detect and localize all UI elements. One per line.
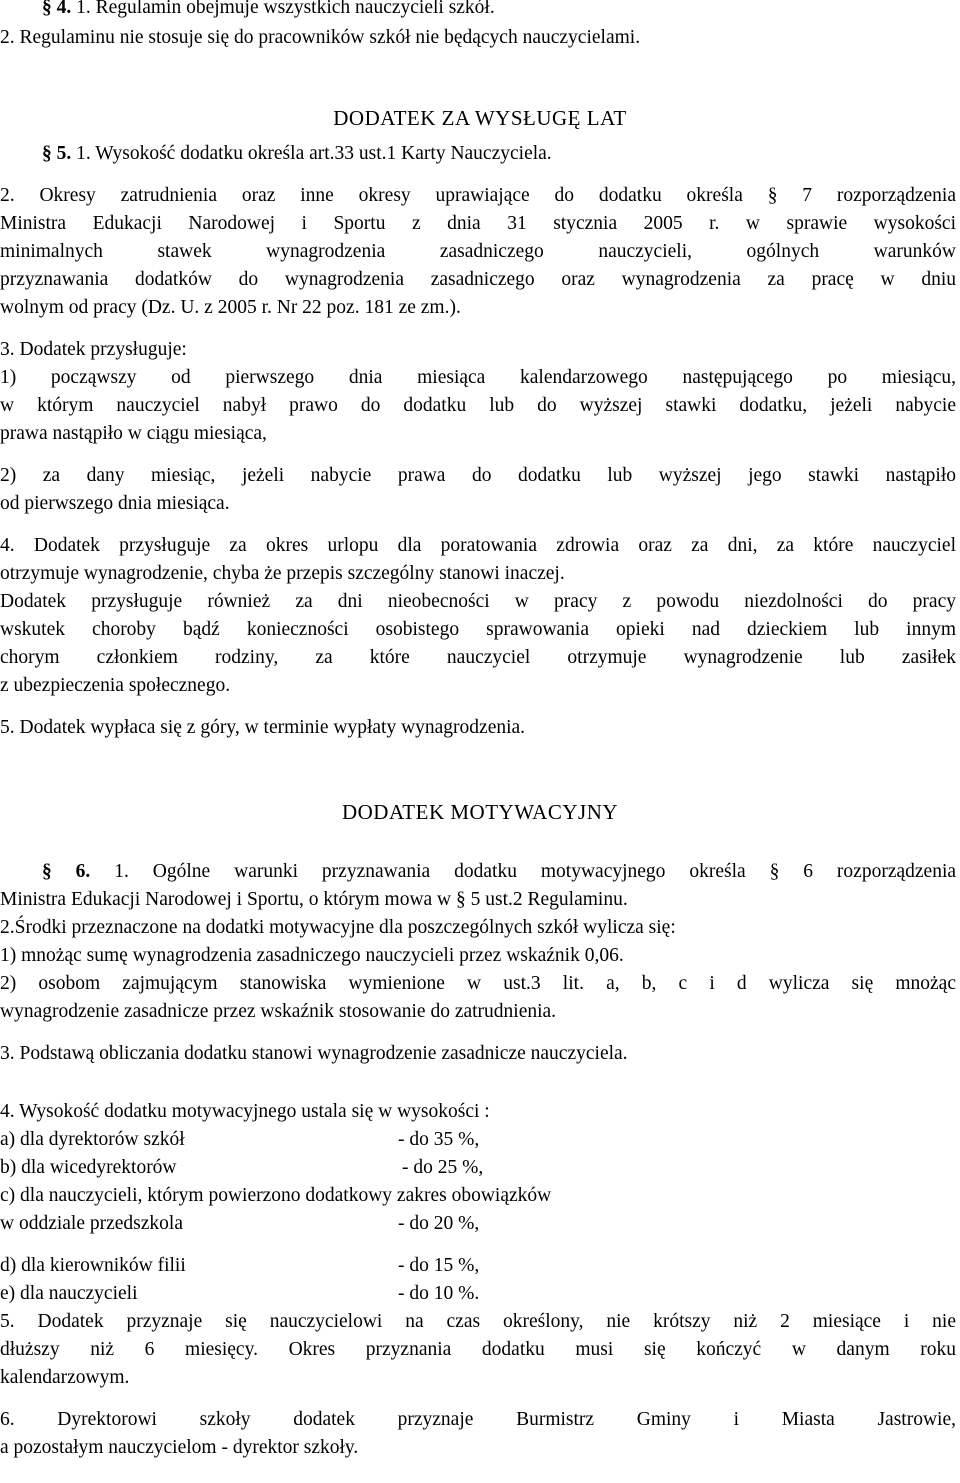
paragraph-line: 4. Wysokość dodatku motywacyjnego ustala się w wysokości : bbox=[0, 1101, 490, 1122]
paragraph-line: 4. Dodatek przysługuje za okres urlopu dla poratowania zdrowia oraz za dni, za które nauczyciel bbox=[0, 535, 956, 556]
paragraph-line: 5. Dodatek wypłaca się z góry, w terminie wypłaty wynagrodzenia. bbox=[0, 717, 526, 738]
paragraph-line: 5. Dodatek przyznaje się nauczycielowi na czas określony, nie krótszy niż 2 miesiące i nie bbox=[0, 1311, 956, 1332]
paragraph-line: 2.Środki przeznaczone na dodatki motywacyjne dla poszczególnych szkół wylicza się: bbox=[0, 917, 676, 938]
rate-label: a) dla dyrektorów szkół bbox=[0, 1129, 185, 1150]
paragraph-line: wolnym od pracy (Dz. U. z 2005 r. Nr 22 poz. 181 ze zm.). bbox=[0, 297, 461, 318]
paragraph-line: c) dla nauczycieli, którym powierzono dodatkowy zakres obowiązków bbox=[0, 1185, 552, 1206]
paragraph-line: 3. Dodatek przysługuje: bbox=[0, 339, 187, 360]
heading-seniority-bonus: DODATEK ZA WYSŁUGĘ LAT bbox=[333, 106, 627, 130]
paragraph-line: Dodatek przysługuje również za dni nieobecności w pracy z powodu niezdolności do pracy bbox=[0, 591, 956, 612]
section-text: 1. Regulamin obejmuje wszystkich nauczycieli szkół. bbox=[71, 0, 495, 18]
paragraph-line: wskutek choroby bądź konieczności osobistego sprawowania opieki nad dzieckiem lub innym bbox=[0, 619, 956, 640]
paragraph-line: dłuższy niż 6 miesięcy. Okres przyznania dodatku musi się kończyć w danym roku bbox=[0, 1339, 956, 1360]
rate-label: b) dla wicedyrektorów bbox=[0, 1157, 177, 1178]
rate-value: - do 15 %, bbox=[398, 1255, 480, 1276]
section-5-item-1 bbox=[42, 142, 960, 166]
section-4-item-2: 2. Regulaminu nie stosuje się do pracowników szkół nie będących nauczycielami. bbox=[0, 27, 641, 48]
paragraph-line: Ministra Edukacji Narodowej i Sportu, o którym mowa w § 5 ust.2 Regulaminu. bbox=[0, 889, 628, 910]
rate-row bbox=[0, 1128, 956, 1152]
rate-row bbox=[0, 1212, 956, 1236]
section-6-item-1 bbox=[42, 860, 956, 884]
rate-value: - do 20 %, bbox=[398, 1213, 480, 1234]
section-number: § 4. bbox=[42, 0, 72, 18]
paragraph-line: 2. Okresy zatrudnienia oraz inne okresy uprawiające do dodatku określa § 7 rozporządzenia bbox=[0, 185, 956, 206]
rate-value: - do 25 %, bbox=[402, 1157, 484, 1178]
rate-label: e) dla nauczycieli bbox=[0, 1283, 138, 1304]
paragraph-line: z ubezpieczenia społecznego. bbox=[0, 675, 231, 696]
section-text: 1. Ogólne warunki przyznawania dodatku motywacyjnego określa § 6 rozporządzenia bbox=[90, 861, 957, 882]
paragraph-line: otrzymuje wynagrodzenie, chyba że przepis szczególny stanowi inaczej. bbox=[0, 563, 565, 584]
paragraph-line: a pozostałym nauczycielom - dyrektor szkoły. bbox=[0, 1437, 359, 1458]
paragraph-line: Ministra Edukacji Narodowej i Sportu z dnia 31 stycznia 2005 r. w sprawie wysokości bbox=[0, 213, 956, 234]
heading-motivational-bonus: DODATEK MOTYWACYJNY bbox=[341, 800, 619, 824]
section-4-item-1 bbox=[42, 0, 960, 20]
paragraph-line: przyznawania dodatków do wynagrodzenia zasadniczego oraz wynagrodzenia za pracę w dniu bbox=[0, 269, 956, 290]
rate-label: d) dla kierowników filii bbox=[0, 1255, 186, 1276]
paragraph-line: 6. Dyrektorowi szkoły dodatek przyznaje Burmistrz Gminy i Miasta Jastrowie, bbox=[0, 1409, 956, 1430]
rate-row bbox=[0, 1254, 956, 1278]
paragraph-line: prawa nastąpiło w ciągu miesiąca, bbox=[0, 423, 267, 444]
paragraph-line: w którym nauczyciel nabył prawo do dodatku lub do wyższej stawki dodatku, jeżeli nabycie bbox=[0, 395, 956, 416]
rate-row bbox=[0, 1156, 956, 1180]
paragraph-line: 1) mnożąc sumę wynagrodzenia zasadniczego nauczycieli przez wskaźnik 0,06. bbox=[0, 945, 624, 966]
paragraph-line: 2) osobom zajmującym stanowiska wymienione w ust.3 lit. a, b, c i d wylicza się mnożąc bbox=[0, 973, 956, 994]
paragraph-line: od pierwszego dnia miesiąca. bbox=[0, 493, 230, 514]
paragraph-line: wynagrodzenie zasadnicze przez wskaźnik stosowanie do zatrudnienia. bbox=[0, 1001, 557, 1022]
rate-value: - do 10 %. bbox=[398, 1283, 480, 1304]
paragraph-line: minimalnych stawek wynagrodzenia zasadniczego nauczycieli, ogólnych warunków bbox=[0, 241, 956, 262]
section-number: § 5. bbox=[42, 143, 72, 164]
section-text: 1. Wysokość dodatku określa art.33 ust.1 Karty Nauczyciela. bbox=[71, 143, 552, 164]
rate-row bbox=[0, 1282, 956, 1306]
rate-label: w oddziale przedszkola bbox=[0, 1213, 184, 1234]
rate-value: - do 35 %, bbox=[398, 1129, 480, 1150]
paragraph-line: kalendarzowym. bbox=[0, 1367, 130, 1388]
paragraph-line: 3. Podstawą obliczania dodatku stanowi wynagrodzenie zasadnicze nauczyciela. bbox=[0, 1043, 628, 1064]
paragraph-line: 1) począwszy od pierwszego dnia miesiąca kalendarzowego następującego po miesiącu, bbox=[0, 367, 956, 388]
paragraph-line: 2) za dany miesiąc, jeżeli nabycie prawa do dodatku lub wyższej jego stawki nastąpiło bbox=[0, 465, 956, 486]
section-number: § 6. bbox=[42, 861, 91, 882]
paragraph-line: chorym członkiem rodziny, za które nauczyciel otrzymuje wynagrodzenie lub zasiłek bbox=[0, 647, 956, 668]
